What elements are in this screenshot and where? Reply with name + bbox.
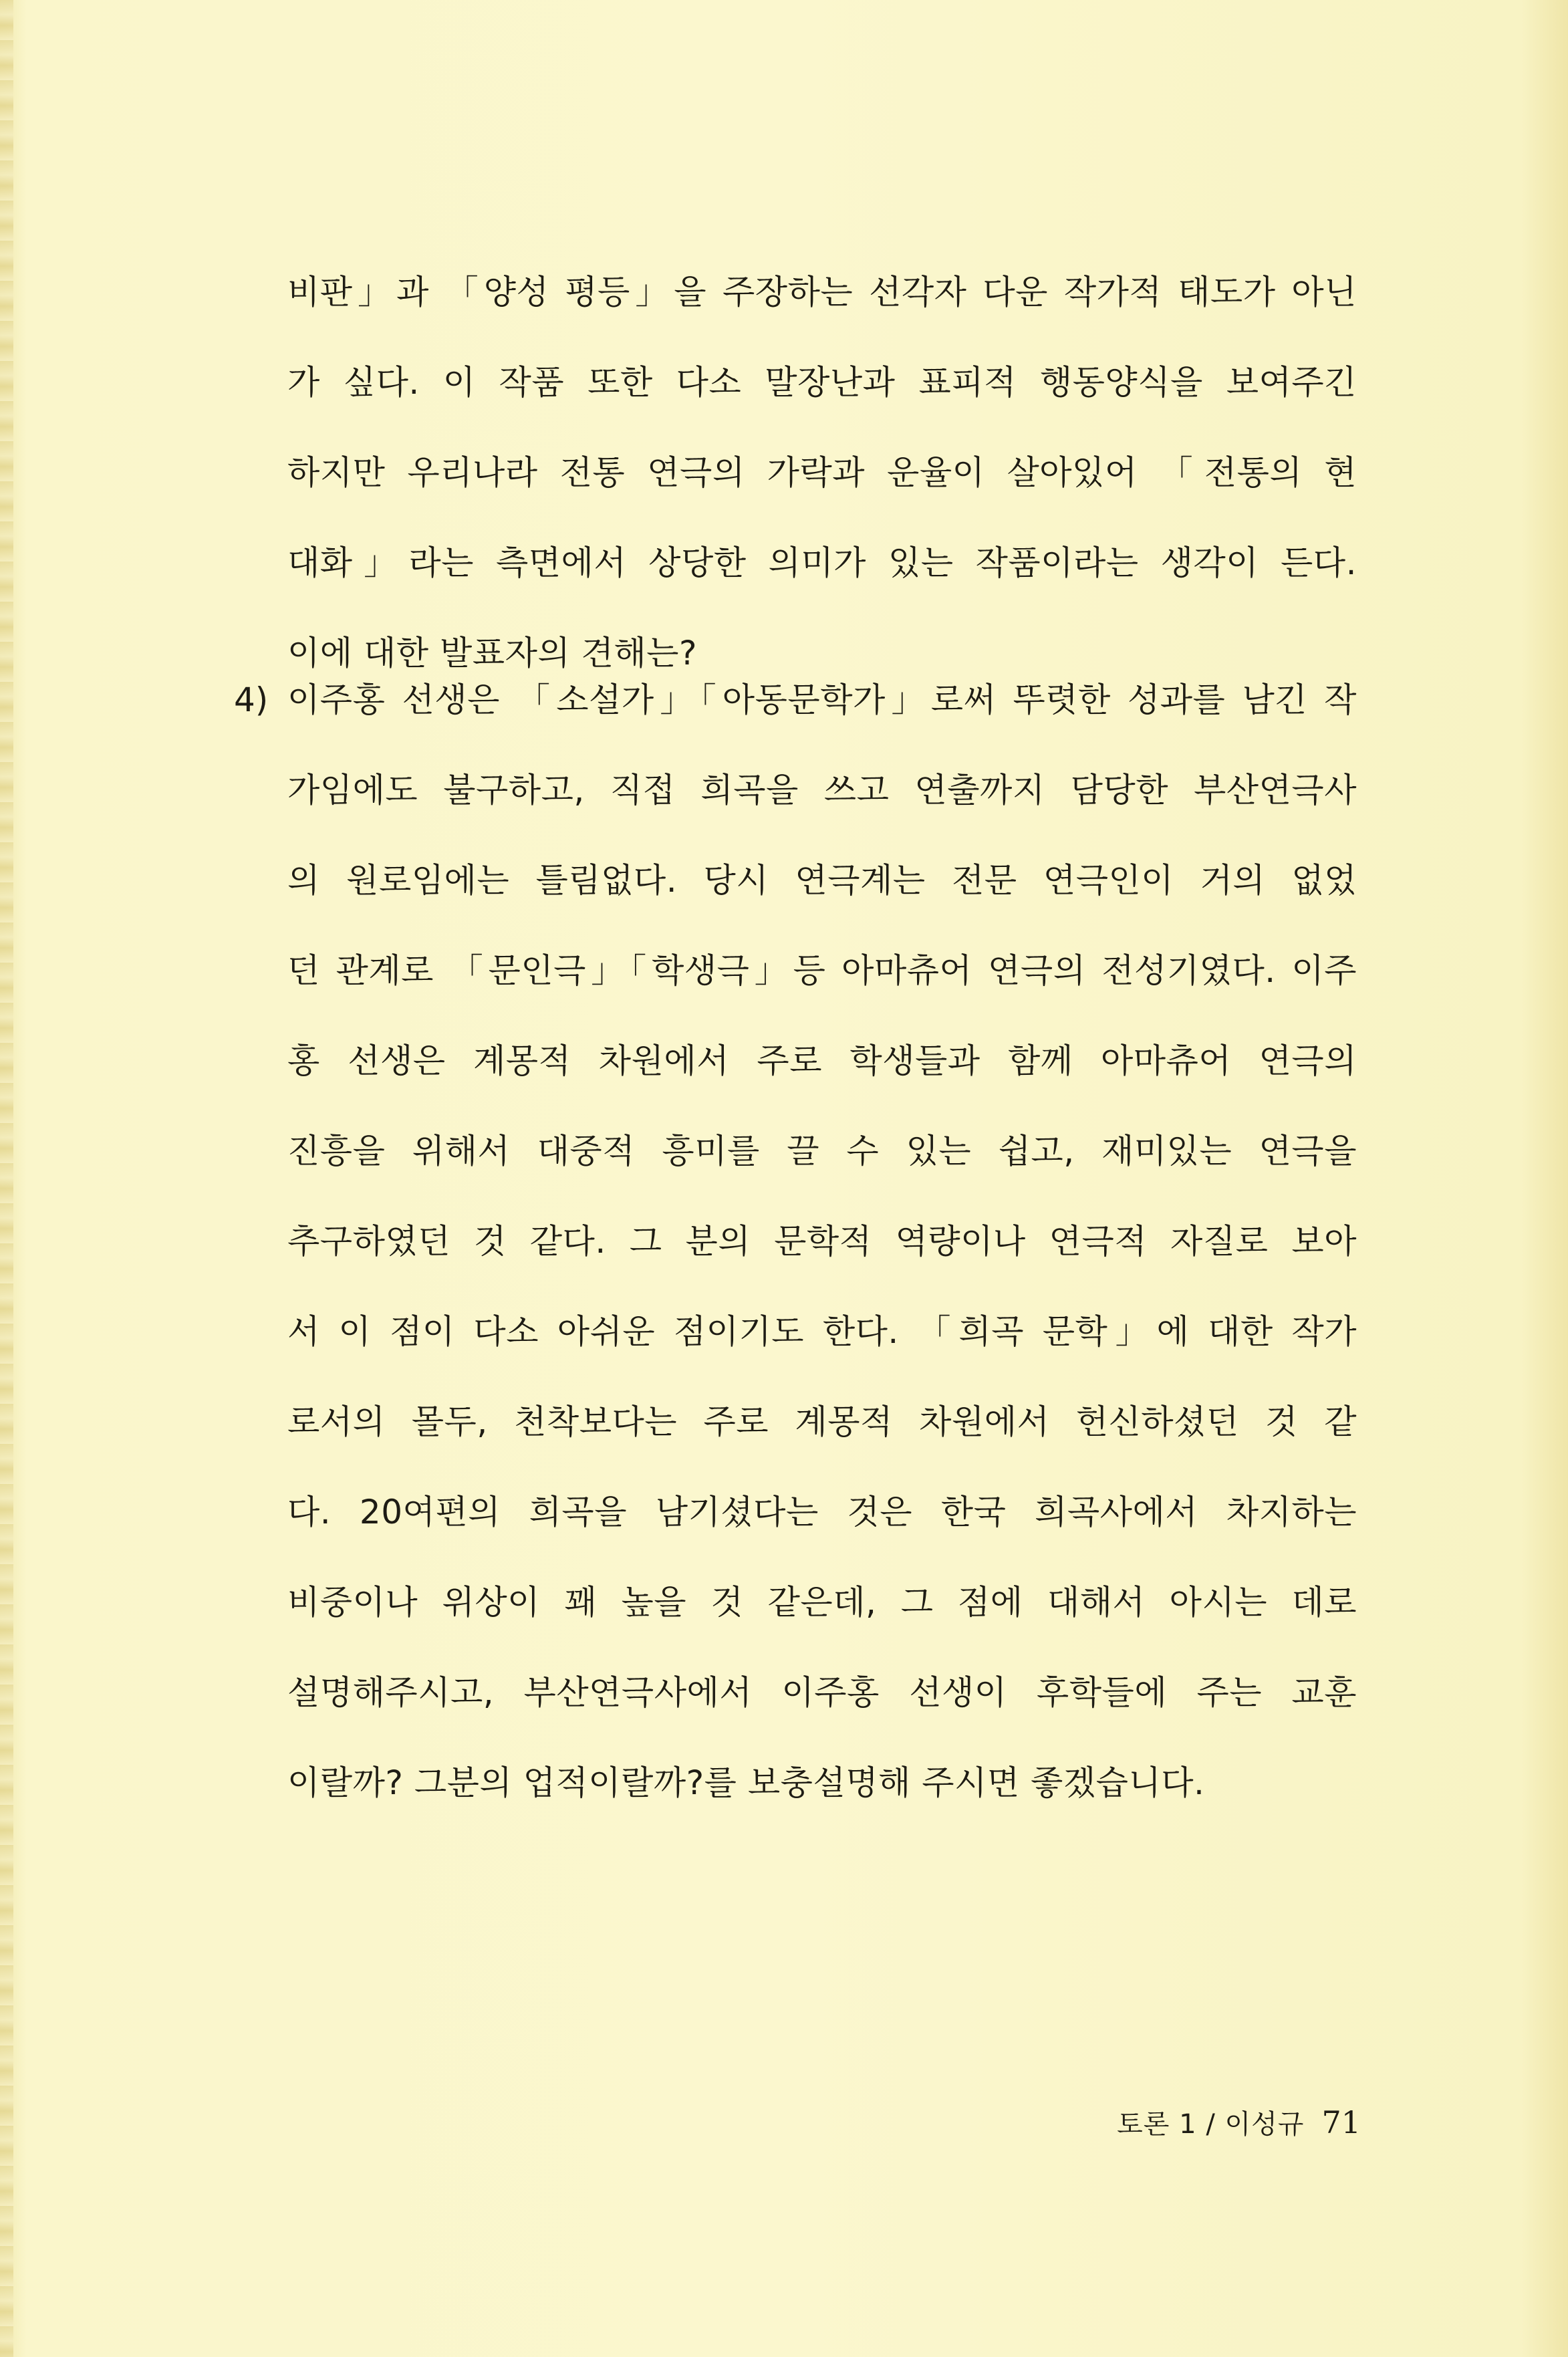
text-line: 서 이 점이 다소 아쉬운 점이기도 한다. 「희곡 문학」에 대한 작가: [287, 1312, 1357, 1351]
text-line: 이주홍 선생은 「소설가」「아동문학가」로써 뚜렷한 성과를 남긴 작: [287, 680, 1357, 719]
text-line: 던 관계로 「문인극」「학생극」등 아마츄어 연극의 전성기였다. 이주: [287, 951, 1357, 990]
text-line: 이에 대한 발표자의 견해는?: [287, 634, 698, 672]
text-line: 진흥을 위해서 대중적 흥미를 끌 수 있는 쉽고, 재미있는 연극을: [287, 1132, 1357, 1170]
paragraph-item-4: [287, 655, 1357, 1828]
running-head: 토론 1 / 이성규: [1117, 2109, 1305, 2140]
text-line: 로서의 몰두, 천착보다는 주로 계몽적 차원에서 헌신하셨던 것 같: [287, 1402, 1357, 1441]
text-line: 가임에도 불구하고, 직접 희곡을 쓰고 연출까지 담당한 부산연극사: [287, 771, 1357, 810]
text-line: 하지만 우리나라 전통 연극의 가락과 운율이 살아있어 「전통의 현: [287, 453, 1357, 492]
page-edge: [0, 0, 13, 2357]
text-line: 비중이나 위상이 꽤 높을 것 같은데, 그 점에 대해서 아시는 데로: [287, 1583, 1357, 1622]
list-item-number: 4): [234, 680, 269, 719]
text-line: 의 원로임에는 틀림없다. 당시 연극계는 전문 연극인이 거의 없었: [287, 861, 1357, 900]
text-line: 가 싶다. 이 작품 또한 다소 말장난과 표피적 행동양식을 보여주긴: [287, 363, 1357, 402]
paragraph-continued: [287, 247, 1357, 699]
text-line: 설명해주시고, 부산연극사에서 이주홍 선생이 후학들에 주는 교훈: [287, 1673, 1357, 1712]
text-line: 비판」과 「양성 평등」을 주장하는 선각자 다운 작가적 태도가 아닌: [287, 273, 1357, 312]
text-line: 대화」라는 측면에서 상당한 의미가 있는 작품이라는 생각이 든다.: [287, 543, 1357, 582]
page-footer: [1117, 2096, 1361, 2149]
page-number: 71: [1321, 2104, 1361, 2140]
text-line: 다. 20여편의 희곡을 남기셨다는 것은 한국 희곡사에서 차지하는: [287, 1493, 1357, 1531]
text-line: 홍 선생은 계몽적 차원에서 주로 학생들과 함께 아마츄어 연극의: [287, 1041, 1357, 1080]
text-line: 추구하였던 것 같다. 그 분의 문학적 역량이나 연극적 자질로 보아: [287, 1222, 1357, 1261]
text-line: 이랄까? 그분의 업적이랄까?를 보충설명해 주시면 좋겠습니다.: [287, 1763, 1205, 1802]
